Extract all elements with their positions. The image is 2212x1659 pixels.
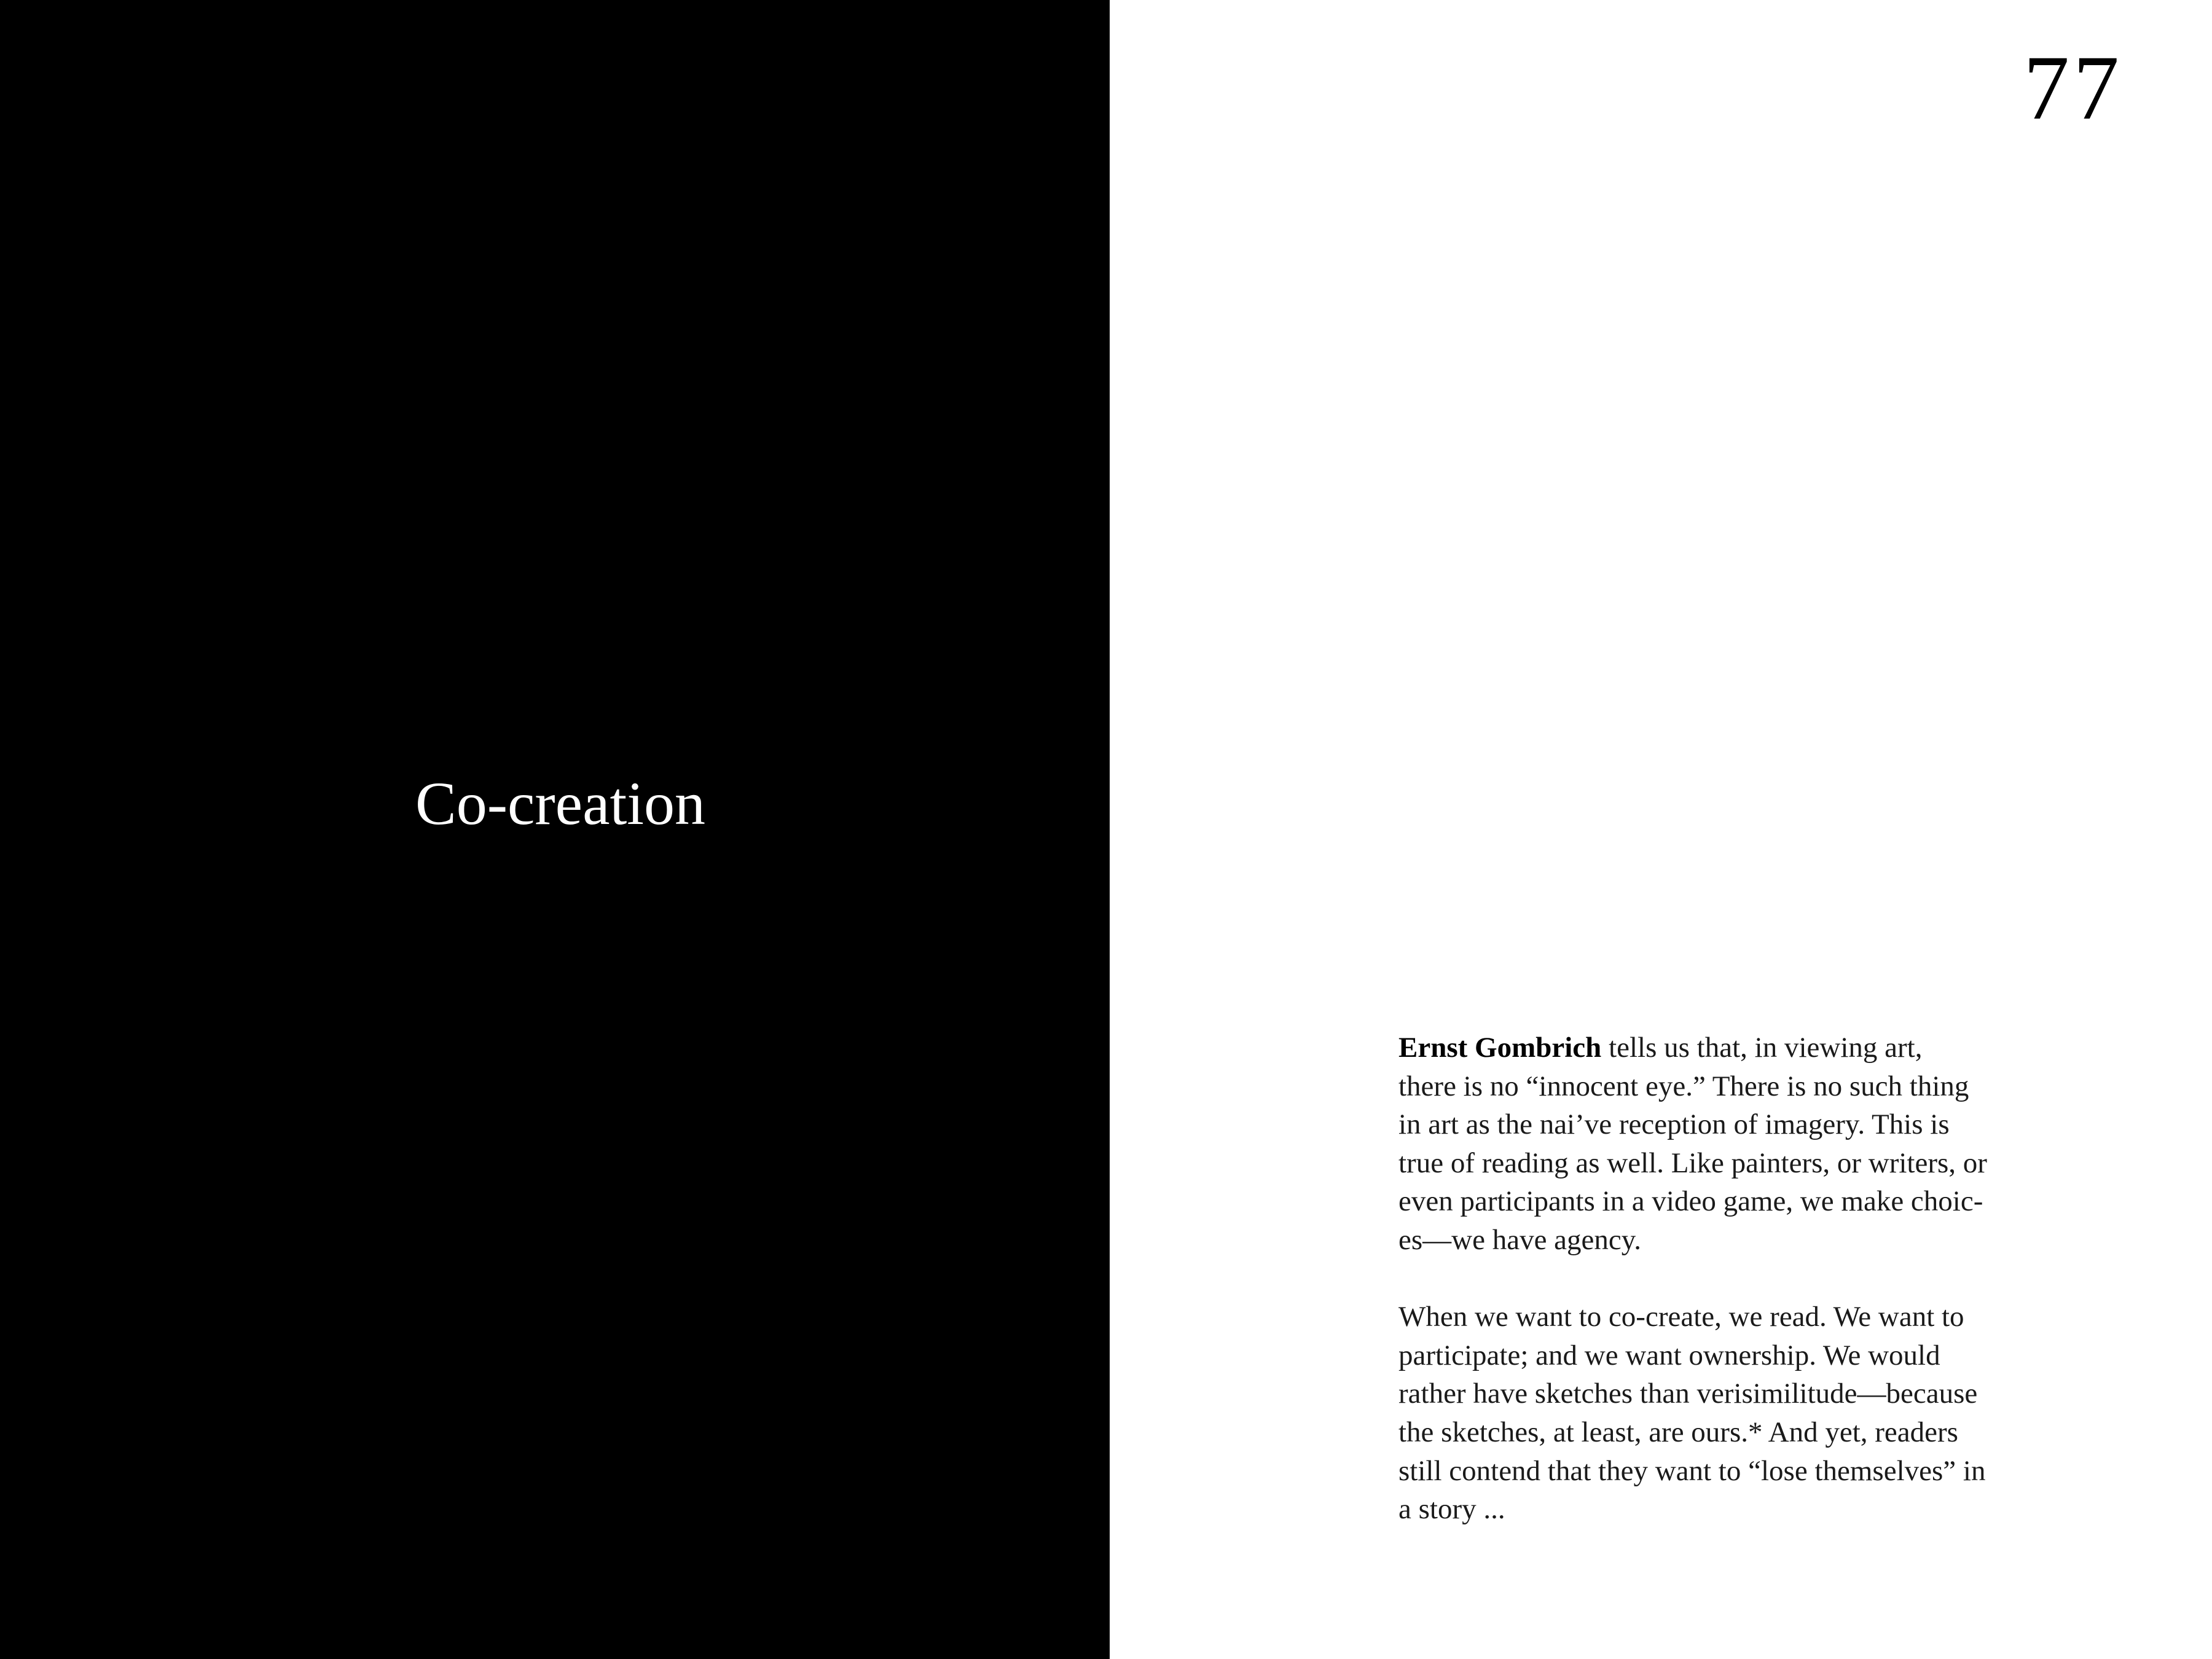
- paragraph-2-line: still contend that they want to “lose themselves” in: [1398, 1454, 1986, 1487]
- page-number: 77: [2023, 37, 2123, 139]
- paragraph-2-line: a story ...: [1398, 1493, 1505, 1526]
- paragraph-1-line: [1398, 1029, 2053, 1067]
- paragraph-2-line: rather have sketches than verisimilitude—because: [1398, 1378, 1978, 1410]
- paragraph-1-line: true of reading as well. Like painters, or writers, or: [1398, 1147, 1987, 1179]
- paragraph-2-line: When we want to co-create, we read. We want to: [1398, 1301, 1964, 1333]
- paragraph-2-line: participate; and we want ownership. We would: [1398, 1339, 1940, 1371]
- paragraph-1-line: es—we have agency.: [1398, 1223, 1641, 1256]
- paragraph-1-line: even participants in a video game, we make choic-: [1398, 1185, 1983, 1218]
- paragraph-1: [1398, 1029, 2053, 1260]
- paragraph-1-line: there is no “innocent eye.” There is no such thing: [1398, 1070, 1969, 1102]
- paragraph-1-line-text: tells us that, in viewing art,: [1601, 1032, 1923, 1064]
- paragraph-1-line: in art as the nai’ve reception of imagery. This is: [1398, 1108, 1950, 1141]
- body-text: [1398, 1029, 2053, 1529]
- paragraph-2-line: the sketches, at least, are ours.* And yet, readers: [1398, 1416, 1958, 1448]
- paragraph-2: [1398, 1298, 2053, 1529]
- bold-name: Ernst Gombrich: [1398, 1032, 1602, 1064]
- chapter-title: Co-creation: [415, 769, 706, 837]
